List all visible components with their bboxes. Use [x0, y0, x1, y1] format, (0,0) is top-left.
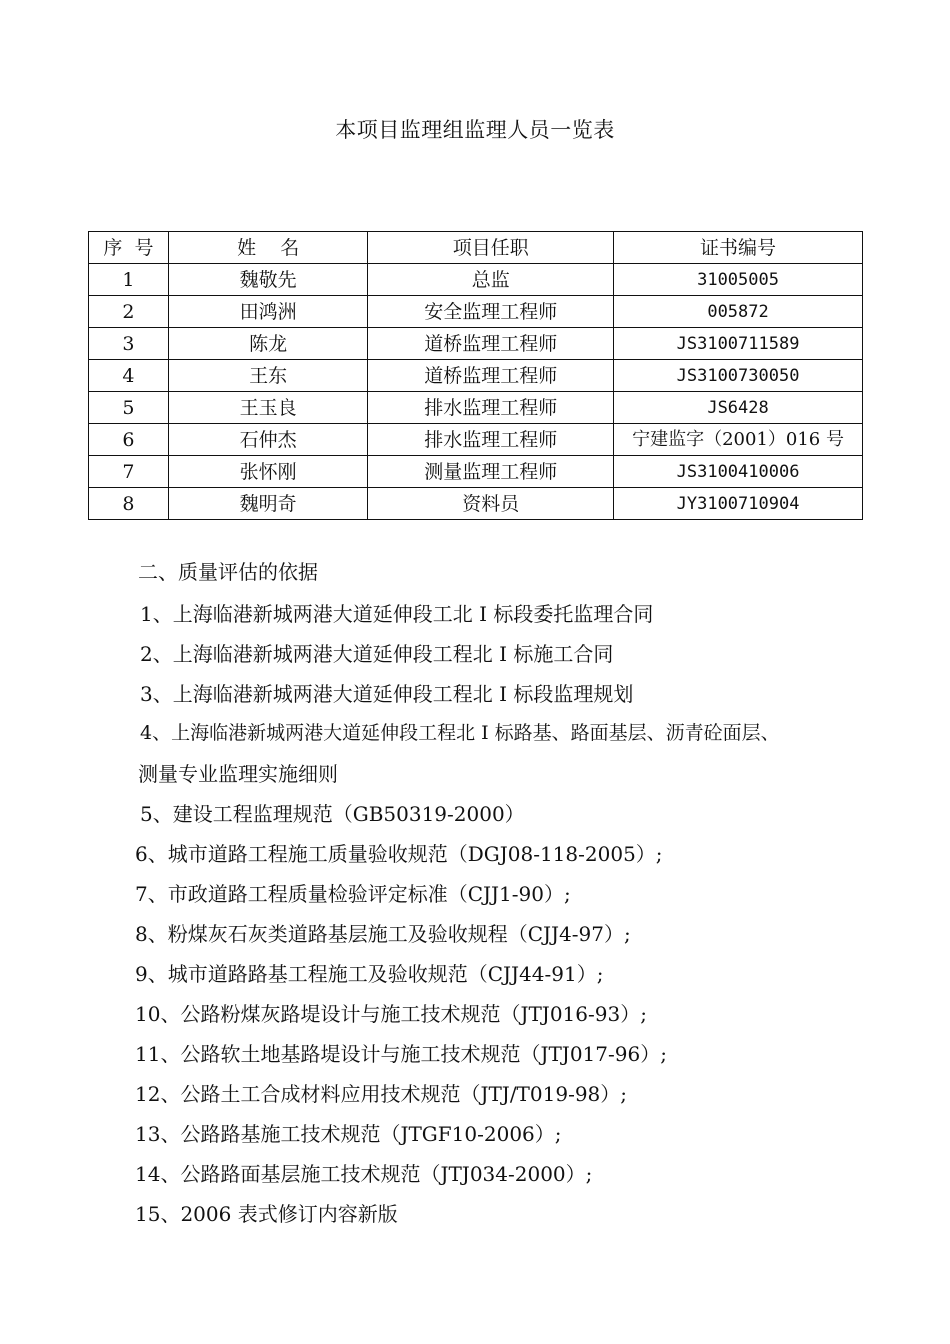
list-item: 8、粉煤灰石灰类道路基层施工及验收规程（CJJ4-97）;: [135, 922, 631, 946]
cell-name: 王玉良: [168, 392, 368, 424]
list-item: 测量专业监理实施细则: [138, 762, 338, 786]
table-row: [89, 264, 863, 296]
list-item: 7、市政道路工程质量检验评定标准（CJJ1-90）;: [135, 882, 571, 906]
cell-seq: 3: [89, 328, 169, 360]
table-header-row: [89, 232, 863, 264]
table-row: [89, 328, 863, 360]
cell-name: 魏敬先: [168, 264, 368, 296]
cell-name: 陈龙: [168, 328, 368, 360]
cell-certificate: JS3100410006: [614, 456, 863, 488]
cell-certificate: 31005005: [614, 264, 863, 296]
table-row: [89, 456, 863, 488]
cell-certificate: 005872: [614, 296, 863, 328]
list-item: 5、建设工程监理规范（GB50319-2000）: [140, 802, 525, 826]
document-title: 本项目监理组监理人员一览表: [335, 118, 615, 142]
list-item: 3、上海临港新城两港大道延伸段工程北 I 标段监理规划: [140, 682, 634, 706]
table-row: [89, 296, 863, 328]
cell-certificate: JS6428: [614, 392, 863, 424]
cell-seq: 2: [89, 296, 169, 328]
list-item: 12、公路土工合成材料应用技术规范（JTJ/T019-98）;: [135, 1082, 628, 1106]
table-row: [89, 360, 863, 392]
list-item: 15、2006 表式修订内容新版: [135, 1202, 398, 1226]
cell-seq: 1: [89, 264, 169, 296]
list-item: 2、上海临港新城两港大道延伸段工程北 I 标施工合同: [140, 642, 614, 666]
cell-position: 排水监理工程师: [368, 424, 614, 456]
list-item: 11、公路软土地基路堤设计与施工技术规范（JTJ017-96）;: [135, 1042, 667, 1066]
table-row: [89, 424, 863, 456]
cell-position: 资料员: [368, 488, 614, 520]
cell-name: 魏明奇: [168, 488, 368, 520]
cell-position: 道桥监理工程师: [368, 328, 614, 360]
cell-name: 石仲杰: [168, 424, 368, 456]
header-position: 项目任职: [368, 232, 614, 264]
cell-seq: 4: [89, 360, 169, 392]
table-row: [89, 488, 863, 520]
cell-position: 测量监理工程师: [368, 456, 614, 488]
section-heading: 二、质量评估的依据: [138, 560, 318, 584]
cell-name: 王东: [168, 360, 368, 392]
cell-name: 张怀刚: [168, 456, 368, 488]
list-item: 9、城市道路路基工程施工及验收规范（CJJ44-91）;: [135, 962, 604, 986]
list-item: 14、公路路面基层施工技术规范（JTJ034-2000）;: [135, 1162, 593, 1186]
list-item: 1、上海临港新城两港大道延伸段工北 I 标段委托监理合同: [140, 602, 654, 626]
cell-certificate: JY3100710904: [614, 488, 863, 520]
cell-seq: 6: [89, 424, 169, 456]
cell-seq: 5: [89, 392, 169, 424]
header-certificate: 证书编号: [614, 232, 863, 264]
cell-certificate: 宁建监字（2001）016 号: [614, 424, 863, 456]
cell-certificate: JS3100730050: [614, 360, 863, 392]
cell-seq: 8: [89, 488, 169, 520]
table-row: [89, 392, 863, 424]
cell-position: 安全监理工程师: [368, 296, 614, 328]
header-seq: 序 号: [89, 232, 169, 264]
cell-position: 道桥监理工程师: [368, 360, 614, 392]
list-item: 13、公路路基施工技术规范（JTGF10-2006）;: [135, 1122, 562, 1146]
staff-table: [88, 231, 863, 520]
cell-position: 总监: [368, 264, 614, 296]
cell-certificate: JS3100711589: [614, 328, 863, 360]
list-item: 4、上海临港新城两港大道延伸段工程北 I 标路基、路面基层、沥青砼面层、: [140, 722, 780, 744]
cell-name: 田鸿洲: [168, 296, 368, 328]
cell-position: 排水监理工程师: [368, 392, 614, 424]
list-item: 6、城市道路工程施工质量验收规范（DGJ08-118-2005）;: [135, 842, 663, 866]
cell-seq: 7: [89, 456, 169, 488]
list-item: 10、公路粉煤灰路堤设计与施工技术规范（JTJ016-93）;: [135, 1002, 647, 1026]
header-name: 姓 名: [168, 232, 368, 264]
